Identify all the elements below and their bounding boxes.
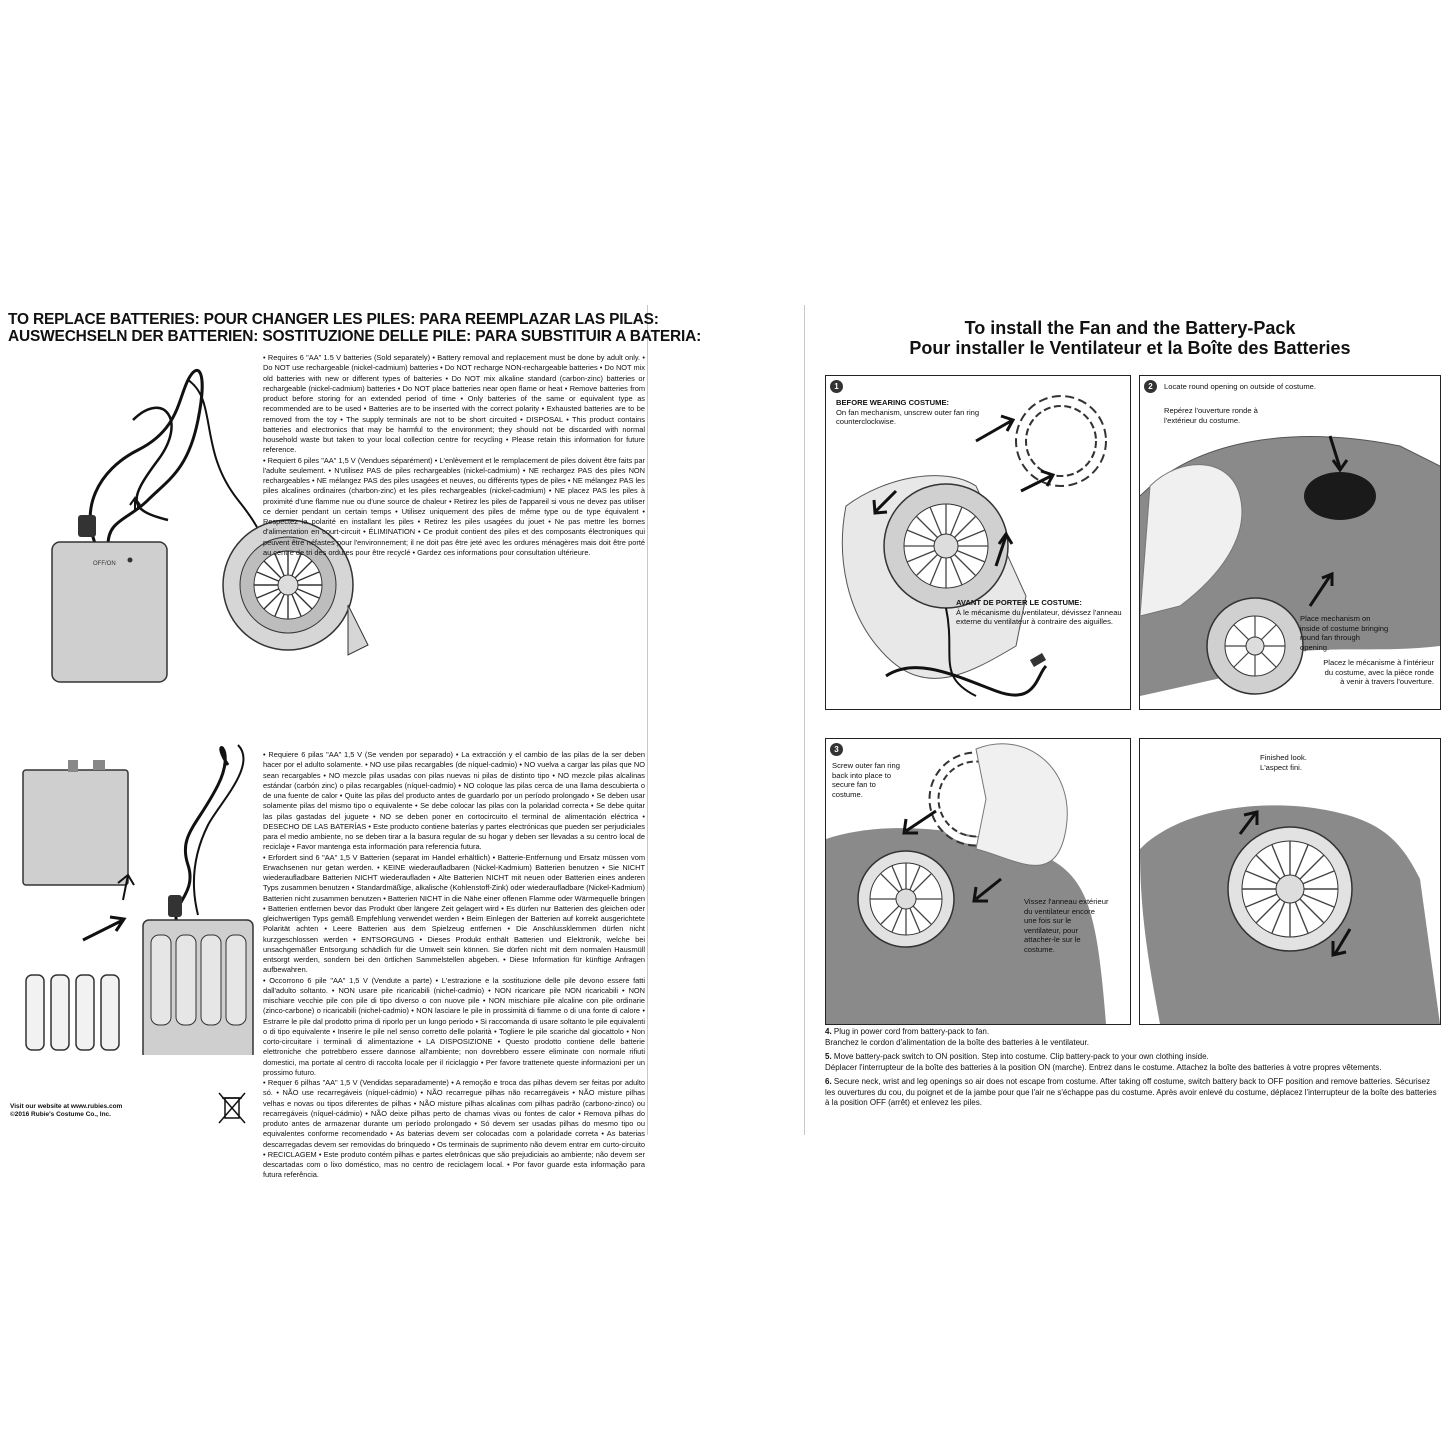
step-1-en-head: BEFORE WEARING COSTUME: — [836, 398, 950, 407]
step-3-caption-en: Screw outer fan ring back into place to secure fan to costume. — [832, 761, 900, 799]
battery-title-line2: AUSWECHSELN DER BATTERIEN: SOSTITUZIONE DELLE PILE: PARA SUBSTITUIR A BATERIA: — [8, 328, 702, 345]
step-5 — [825, 1052, 1437, 1073]
copyright-line: ©2016 Rubie's Costume Co., Inc. — [10, 1111, 111, 1118]
step-4 — [825, 1027, 1437, 1048]
install-title-en: To install the Fan and the Battery-Pack — [964, 318, 1296, 338]
warnings-pt: • Requer 6 pilhas "AA" 1,5 V (Vendidas separadamente) • A remoção e troca das pilhas devem ser feitas por adulto só. • NÃO use recarregáveis (níquel-cádmio) • NÃO recarregue pilhas não recarregáveis • NÃO misture pilhas velhas e novas ou tipos diferentes de pilhas • NÃO misture pilhas alcalinas com pilhas padrão (carbono-zinco) ou recarregáveis (níquel-cádmio) • NÃO deixe pilhas perto de chamas vivas ou fontes de calor • Remova pilhas do produto antes de armazenar durante um período prolongado • Só devem ser usadas pilhas do mesmo tipo ou equivalentes conforme recomendado • As baterias devem ser colocadas com a polaridade correta • As baterias descarregadas devem ser removidas do brinquedo • Os terminais de suprimento não devem entrar em curto-circuito • RECICLAGEM • Este produto contém pilhas e partes eletrônicas que são prejudiciais ao ambiente; não devem ser descartadas com o lixo doméstico, mas no centro de reciclagem local. • Por favor guarde esta informação para futura referência. — [263, 1078, 645, 1180]
finished-caption-en: Finished look. — [1260, 753, 1307, 762]
step-1-number: 1 — [830, 380, 843, 393]
install-title-fr: Pour installer le Ventilateur et la Boîte des Batteries — [909, 338, 1351, 358]
step-1-fr-head: AVANT DE PORTER LE COSTUME: — [956, 598, 1082, 607]
website-footer — [10, 1103, 210, 1119]
step-4-number: 4. — [825, 1027, 832, 1036]
round-opening — [1304, 472, 1376, 520]
step-1-caption-en — [836, 398, 986, 427]
switch-label: OFF/ON — [93, 561, 116, 567]
website-line: Visit our website at www.rubies.com — [10, 1103, 123, 1110]
step-1-fr-text: À le mécanisme du ventilateur, dévissez l'anneau externe du ventilateur à contraire des aiguilles. — [956, 607, 1122, 626]
step-3-caption-fr: Vissez l'anneau extérieur du ventilateur encore une fois sur le ventilateur, pour attacher-le sur le costume. — [1024, 897, 1109, 954]
step-6-number: 6. — [825, 1077, 832, 1086]
step-5-en: Move battery-pack switch to ON position. Step into costume. Clip battery-pack to your own clothing inside. — [833, 1052, 1209, 1061]
step-4-en: Plug in power cord from battery-pack to fan. — [833, 1027, 990, 1036]
step-2-caption-en: Locate round opening on outside of costume. — [1164, 382, 1316, 391]
step-3-number: 3 — [830, 743, 843, 756]
step-1-panel — [825, 375, 1131, 710]
step-2-caption-en2: Place mechanism on inside of costume bringing round fan through opening. — [1300, 614, 1389, 652]
battery-instructions-page — [8, 305, 702, 1180]
step-2-caption-fr: Repérez l'ouverture ronde à l'extérieur du costume. — [1164, 406, 1258, 425]
finished-look-panel — [1139, 738, 1441, 1025]
fan-install-page — [820, 305, 1440, 1135]
step-6 — [825, 1077, 1437, 1109]
step-4-fr: Branchez le cordon d'alimentation de la boîte des batteries à le ventilateur. — [825, 1037, 1089, 1047]
step-1-en-text: On fan mechanism, unscrew outer fan ring counterclockwise. — [836, 407, 980, 426]
weee-recycle-icon — [216, 1090, 248, 1126]
finished-caption-fr: L'aspect fini. — [1260, 763, 1302, 772]
right-page-divider — [804, 305, 805, 1135]
battery-warnings-text — [263, 353, 645, 558]
warnings-es: • Requiere 6 pilas "AA" 1,5 V (Se venden por separado) • La extracción y el cambio de las pilas de la ser deben hacer por el adulto solamente. • NO use pilas recargables (de níquel-cadmio) • NO vuelva a cargar las pilas que NO sean recargables • NO mezcle pilas usadas con pilas nuevas ni pilas de distinto tipo • NO mezcle pilas alcalinas estándar (carbón zinc) o pilas recargables (níquel-cadmio) • NO coloque las pilas cerca de una llama descubierta o de una fuente de calor • Quite las pilas del producto antes de guardarlo por un período prolongado • Se deben usar solamente pilas del mismo tipo o equivalente • Se debe colocar las pilas con la polaridad correcta • Se debe quitar las pilas gastadas del juguete • NO se deben poner en cortocircuito el terminal de alimentación eléctrica • DESECHO DE LAS BATERÍAS • Este producto contiene baterías y partes electrónicas que pueden ser perjudiciales para el medio ambiente, no se deben tirar a la basura regular de su hogar y deben ser llevadas a su centro local de reciclaje • Favor mantenga esta información para referencia futura. — [263, 750, 645, 852]
warnings-de: • Erfordert sind 6 "AA" 1,5 V Batterien (separat im Handel erhältlich) • Batterie-Entfernung und Ersatz müssen vom Erwachsenen nur getan werden. • KEINE wiederaufladbaren (Nickel-Kadmium) Batterien benutzen • Sie NICHT wiederaufladbare Batterien NICHT wiederaufladen • Alte Batterien NICHT mit neuen oder Batterien eines anderen Typs zusammen benutzen • Standardmäßige, alkalische (Kohlenstoff-Zink) oder wiederaufladbare (Nickel-Kadmium) Batterien nicht zusammen benutzen • Batterien NICHT in die Nähe einer offenen Flamme oder Wärmequelle bringen • Batterien entfernen bevor das Produkt über längere Zeit gelagert wird • Es dürfen nur Batterien des gleichen oder gleichwertigen Typs gemäß Empfehlung verwendet werden • Beim Einlegen der Batterien auf korrekt ausgerichtete Polarität achten • Leere Batterien aus dem Spielzeug entfernen • Die Anschlussklemmen dürfen nicht kurzgeschlossen werden • ENTSORGUNG • Dieses Produkt enthält Batterien und Elektronik, welche bei unsachgemäßer Entsorgung schädlich für die Umwelt sein können. Sie dürfen nicht mit dem normalen Hausmüll entsorgt werden, sondern bei den örtlichen Sammelstellen abgeben. • Diese Information für künftige Anfragen aufbewahren. — [263, 852, 645, 975]
step-5-number: 5. — [825, 1052, 832, 1061]
step-2-number: 2 — [1144, 380, 1157, 393]
warnings-en: • Requires 6 "AA" 1.5 V batteries (Sold separately) • Battery removal and replacement must be done by adult only. • Do NOT use rechargeable (nickel-cadmium) batteries • Do NOT recharge NON-rechargeable batteries • Do NOT mix old batteries with new or different types of batteries • Do NOT mix alkaline standard (carbon-zinc) batteries or rechargeable (nickel-cadmium) batteries • Do NOT place batteries near open flame or heat • Remove batteries from product before storing for an extended period of time • Only batteries of the same or equivalent type as recommended are to be used • Batteries are to be inserted with the correct polarity • Exhausted batteries are to be removed from the toy • The supply terminals are not to be short circuited • DISPOSAL • This product contains batteries and electronics that may be harmful to the environment; they should not be discarded with normal household waste but taken to your local collection centre for recycling • Please retain this information for future reference. — [263, 353, 645, 455]
battery-title-line1: TO REPLACE BATTERIES: POUR CHANGER LES PILES: PARA REEMPLAZAR LAS PILAS: — [8, 311, 659, 328]
step-3-panel — [825, 738, 1131, 1025]
step-1-caption-fr — [956, 598, 1124, 627]
finished-fan-illustration — [1140, 739, 1440, 1024]
step-6-en: Secure neck, wrist and leg openings so air does not escape from costume. After taking off costume, switch battery back to OFF position and remove batteries. — [833, 1077, 1393, 1086]
step-5-fr: Déplacer l'interrupteur de la boîte des batteries à la position ON (marche). Entrez dans le costume. Attachez la boîte des batteries à votre propres vêtements. — [825, 1062, 1382, 1072]
final-steps — [825, 1027, 1437, 1113]
step-2-panel — [1139, 375, 1441, 710]
warnings-it: • Occorrono 6 pile "AA" 1,5 V (Vendute a parte) • L'estrazione e la sostituzione delle pile devono essere fatti dall'adulto soltanto. • NON usare pile ricaricabili (nichel-cadmio) • NON ricaricare pile NON ricaricabili • NON mischiare vecchie pile con pile di tipo diverso o con nuove pile • NON mischiare pile alcaline con pile ordinarie (zinco-carbone) o ricaricabili (nichel-cadmio) • NON lasciare le pile in prossimità di fiamme o di una fonte di calore • Estrarre le pile dal prodotto prima di riporlo per un lungo periodo • Si raccomanda di usare soltanto le pile equivalenti o di tipo equivalente • Inserire le pile nel senso corretto delle polarità • Togliere le pile scariche dal giocattolo • Non corto-circuitare i terminali di alimentazione • LA DISPOSIZIONE • Questo prodotto contiene delle batterie elettroniche che potrebbero essere dannose all'ambiente; non dovrebbero essere eliminate con normale rifiuti domestici, ma portate al centro di raccolta locale per il riciclaggio • Per favore trattenete queste informazioni per un prossimo futuro. — [263, 975, 645, 1077]
step-2-caption-fr2: Placez le mécanisme à l'intérieur du costume, avec la pièce ronde à venir à travers l'ouverture. — [1323, 658, 1434, 686]
warnings-fr: • Requiert 6 piles "AA" 1,5 V (Vendues séparément) • L'enlèvement et le remplacement de piles doivent être faits par l'adulte seulement. • N'utilisez PAS de piles rechargeables (nickel-cadmium) • NE rechargez PAS des piles NON rechargeables • NE mélangez PAS des piles usagées et neuves, ou différents types de piles • NE mélangez PAS les piles alcalines ordinaires (charbon-zinc) et les piles rechargeables (nickel-cadmium) • NE placez PAS les piles à proximité d'une flamme nue ou d'une source de chaleur • Retirez les piles de l'appareil si vous ne devez pas utiliser ce dernier pendant un certain temps • Utilisez uniquement des piles de même type ou de type équivalent • Respectez la polarité en installant les piles • Retirez les piles usagées du jouet • Ne pas mettre les bornes d'alimentation en court-circuit • ÉLIMINATION • Ce produit contient des piles et des composants électroniques qui peuvent être néfastes pour l'environnement; il ne doit pas être jeté avec les ordures ménagères mais doit être porté au centre de tri des ordures pour être recyclé • Gardez ces informations pour consultation ultérieure. — [263, 455, 645, 557]
battery-warnings-text-lower — [263, 750, 645, 1181]
step-6-fr: Sécurisez les ouvertures du cou, du poignet et de la jambe pour que l'air ne s'échappe pas du costume. Après avoir enlevé du costume, déplacez l'interrupteur de la boîte des batteries à la position OFF (arrêt) et enlevez les piles. — [825, 1077, 1437, 1107]
